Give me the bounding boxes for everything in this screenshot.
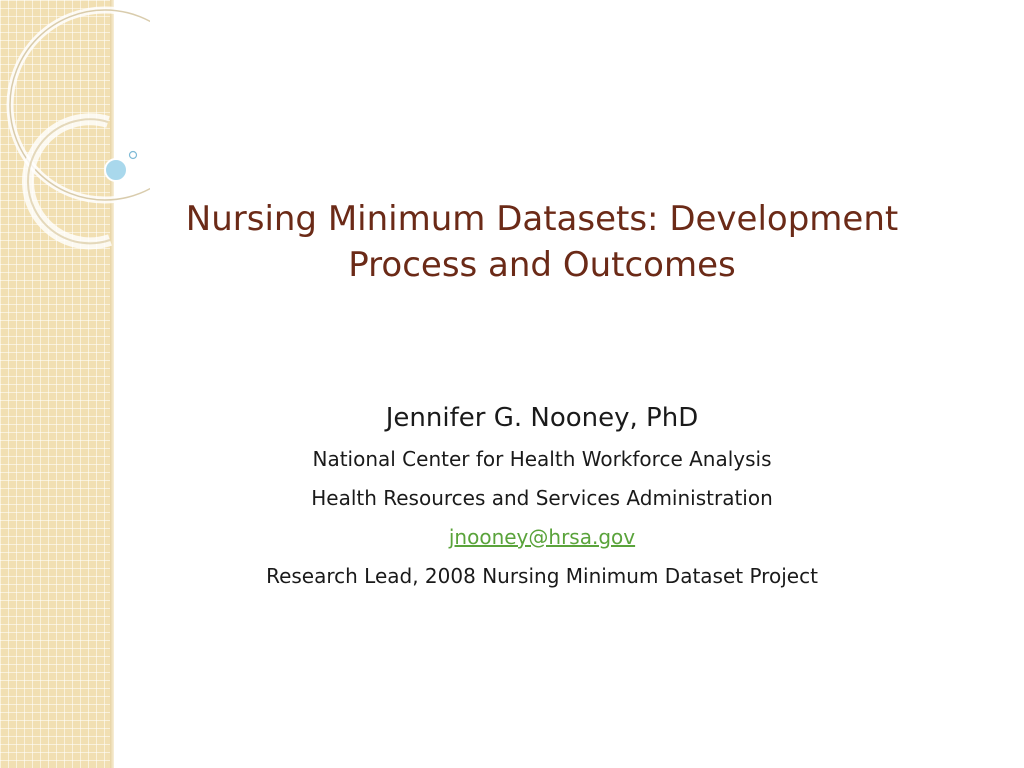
email-line xyxy=(130,518,954,557)
role-line: Research Lead, 2008 Nursing Minimum Dataset Project xyxy=(266,564,818,588)
bubble-small-icon xyxy=(130,152,137,159)
bubble-large-icon xyxy=(105,159,127,181)
affiliation-center: National Center for Health Workforce Analysis xyxy=(312,447,772,471)
email-link[interactable]: jnooney@hrsa.gov xyxy=(448,525,636,549)
decorative-rings-graphic xyxy=(0,0,150,260)
author-name: Jennifer G. Nooney, PhD xyxy=(385,403,699,433)
affiliation-agency: Health Resources and Services Administration xyxy=(311,486,773,510)
slide-title: Nursing Minimum Datasets: Development Process and Outcomes xyxy=(185,199,899,285)
small-arc-decoration xyxy=(28,119,110,243)
presenter-info xyxy=(130,396,954,596)
